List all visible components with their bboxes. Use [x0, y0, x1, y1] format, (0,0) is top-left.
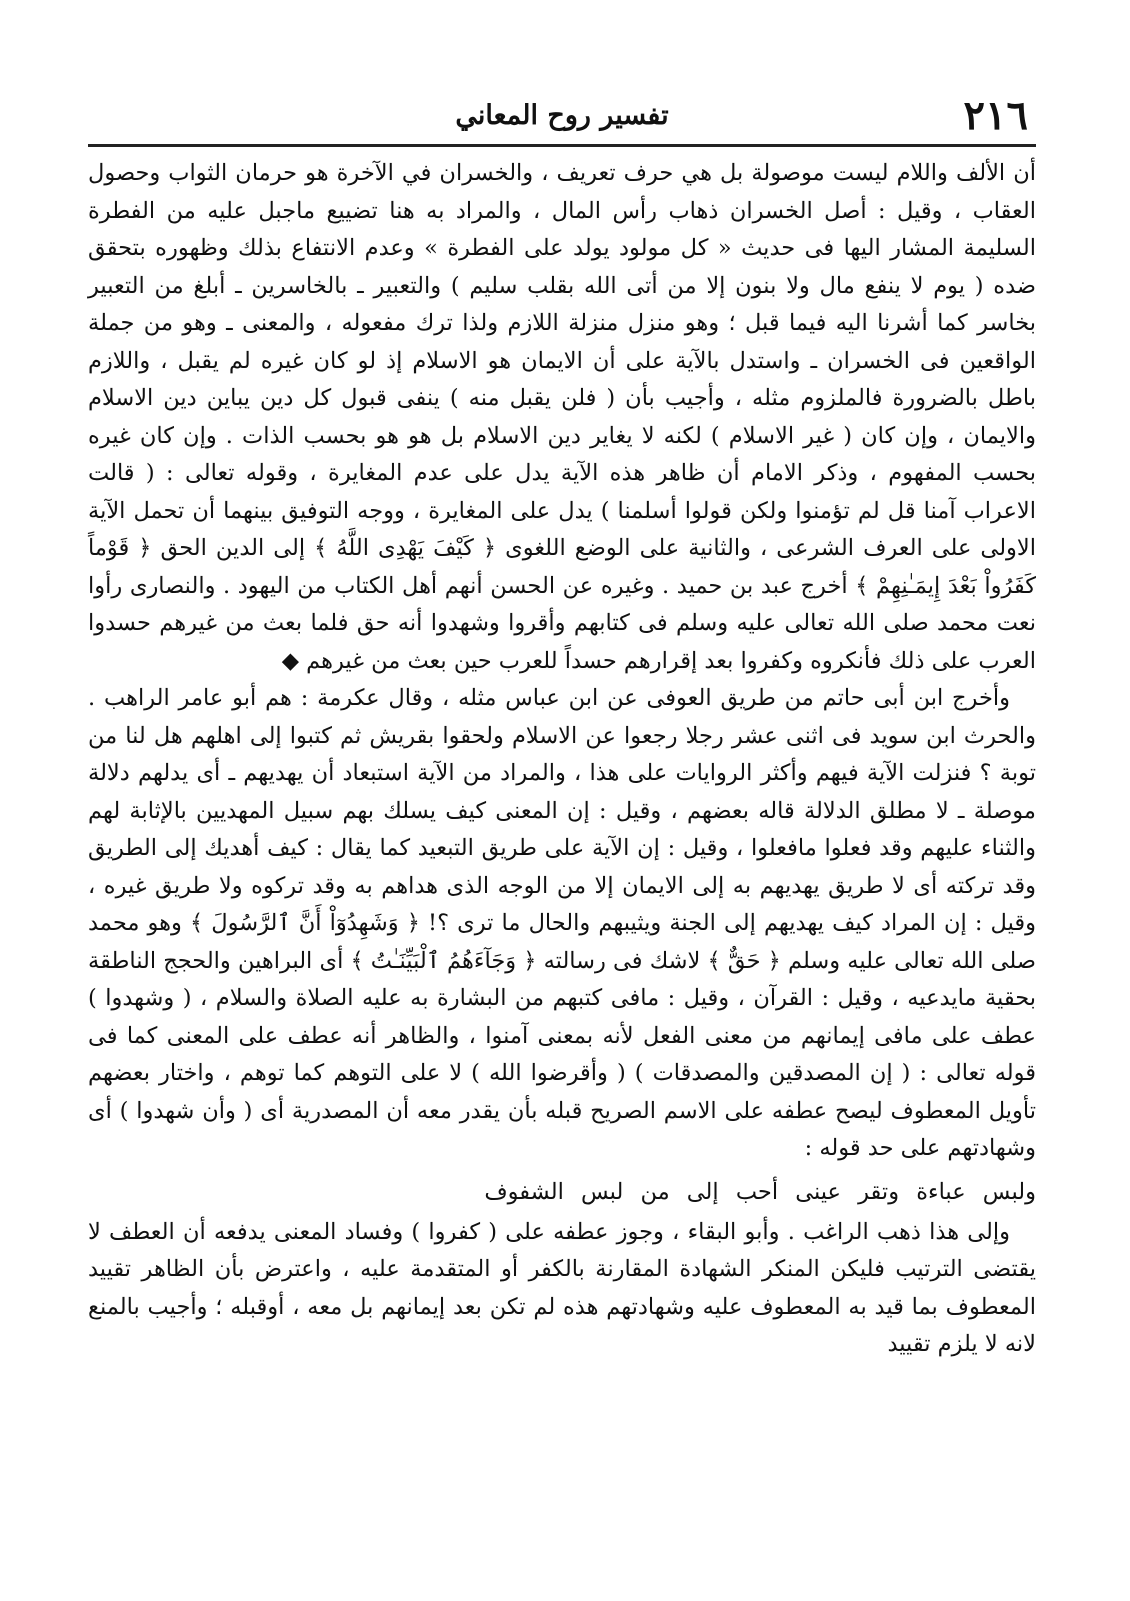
page	[88, 90, 1036, 1540]
page-header	[88, 90, 1036, 147]
poetry-verse: ولبس عباءة وتقر عينى أحب إلى من لبس الشفوف	[484, 1178, 1036, 1205]
body-text	[88, 155, 1036, 1364]
running-title: تفسير روح المعاني	[455, 100, 669, 131]
paragraph-1: أن الألف واللام ليست موصولة بل هي حرف تعريف ، والخسران في الآخرة هو حرمان الثواب وحصول العقاب ، وقيل : أصل الخسران ذهاب رأس المال ، والمراد به هنا تضييع ماجبل عليه من الفطرة السليمة المشار اليها فى حديث « كل مولود يولد على الفطرة » وعدم الانتفاع بذلك وظهوره بتحقق ضده ( يوم لا ينفع مال ولا بنون إلا من أتى الله بقلب سليم ) والتعبير ـ بالخاسرين ـ أبلغ من التعبير بخاسر كما أشرنا اليه فيما قبل ؛ وهو منزل منزلة اللازم ولذا ترك مفعوله ، والمعنى ـ وهو من جملة الواقعين فى الخسران ـ واستدل بالآية على أن الايمان هو الاسلام إذ لو كان غيره لم يقبل ، واللازم باطل بالضرورة فالملزوم مثله ، وأجيب بأن ( فلن يقبل منه ) ينفى قبول كل دين يباين دين الاسلام والايمان ، وإن كان ( غير الاسلام ) لكنه لا يغاير دين الاسلام بل هو هو بحسب الذات . وإن كان غيره بحسب المفهوم ، وذكر الامام أن ظاهر هذه الآية يدل على عدم المغايرة ، وقوله تعالى : ( قالت الاعراب آمنا قل لم تؤمنوا ولكن قولوا أسلمنا ) يدل على المغايرة ، ووجه التوفيق بينهما أن تحمل الآية الاولى على العرف الشرعى ، والثانية على الوضع اللغوى ﴿ كَيْفَ يَهْدِى اللَّهُ ﴾ إلى الدين الحق ﴿ قَوْماً كَفَرُواْ بَعْدَ إِيمَـٰنِهِمْ ﴾ أخرج عبد بن حميد . وغيره عن الحسن أنهم أهل الكتاب من اليهود . والنصارى رأوا نعت محمد صلى الله تعالى عليه وسلم فى كتابهم وأقروا وشهدوا أنه حق فلما بعث من غيرهم حسدوا العرب على ذلك فأنكروه وكفروا بعد إقرارهم حسداً للعرب حين بعث من غيرهم ◆	[88, 160, 1036, 674]
paragraph-3: وإلى هذا ذهب الراغب . وأبو البقاء ، وجوز عطفه على ( كفروا ) وفساد المعنى يدفعه أن العطف لا يقتضى الترتيب فليكن المنكر الشهادة المقارنة بالكفر أو المتقدمة عليه ، واعترض بأن الظاهر تقييد المعطوف بما قيد به المعطوف عليه وشهادتهم هذه لم تكن بعد إيمانهم بل معه ، أوقبله ؛ وأجيب بالمنع لانه لا يلزم تقييد	[88, 1218, 1036, 1357]
page-number: ٢١٦	[963, 92, 1028, 139]
paragraph-2: وأخرج ابن أبى حاتم من طريق العوفى عن ابن عباس مثله ، وقال عكرمة : هم أبو عامر الراهب . والحرث ابن سويد فى اثنى عشر رجلا رجعوا عن الاسلام ولحقوا بقريش ثم كتبوا إلى اهلهم هل لنا من توبة ؟ فنزلت الآية فيهم وأكثر الروايات على هذا ، والمراد من الآية استبعاد أن يهديهم ـ أى يدلهم دلالة موصلة ـ لا مطلق الدلالة قاله بعضهم ، وقيل : إن المعنى كيف يسلك بهم سبيل المهديين بالإثابة لهم والثناء عليهم وقد فعلوا مافعلوا ، وقيل : إن الآية على طريق التبعيد كما يقال : كيف أهديك إلى الطريق وقد تركته أى لا طريق يهديهم به إلى الايمان إلا من الوجه الذى هداهم به وقد تركوه ولا طريق غيره ، وقيل : إن المراد كيف يهديهم إلى الجنة ويثيبهم والحال ما ترى ؟! ﴿ وَشَهِدُوٓاْ أَنَّ ٱلرَّسُولَ ﴾ وهو محمد صلى الله تعالى عليه وسلم ﴿ حَقٌّ ﴾ لاشك فى رسالته ﴿ وَجَآءَهُمُ ٱلْبَيِّنَـٰتُ ﴾ أى البراهين والحجج الناطقة بحقية مايدعيه ، وقيل : القرآن ، وقيل : مافى كتبهم من البشارة به عليه الصلاة والسلام ، ( وشهدوا ) عطف على مافى إيمانهم من معنى الفعل لأنه بمعنى آمنوا ، والظاهر أنه عطف على المعنى كما فى قوله تعالى : ( إن المصدقين والمصدقات ) ( وأقرضوا الله ) لا على التوهم كما توهم ، واختار بعضهم تأويل المعطوف ليصح عطفه على الاسم الصريح قبله بأن يقدر معه أن المصدرية أى ( وأن شهدوا ) أى وشهادتهم على حد قوله :	[88, 685, 1036, 1161]
